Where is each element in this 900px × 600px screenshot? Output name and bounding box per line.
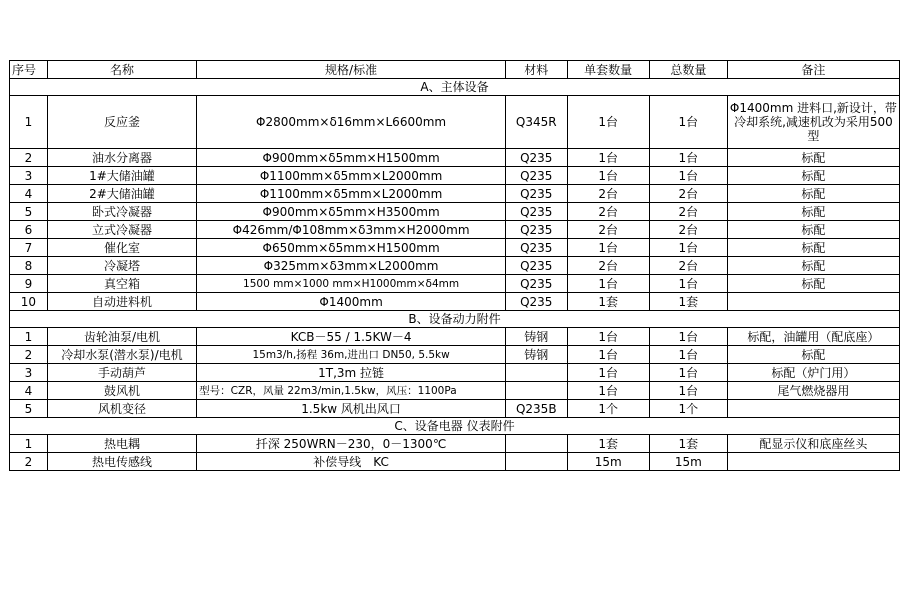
row-qty: 1台: [567, 364, 649, 382]
row-remark: 标配: [727, 203, 899, 221]
row-spec: 1500 mm×1000 mm×H1000mm×δ4mm: [197, 275, 506, 293]
row-spec: 1.5kw 风机出风口: [197, 400, 506, 418]
row-remark: 标配: [727, 185, 899, 203]
row-total: 15m: [649, 453, 727, 471]
row-qty: 1个: [567, 400, 649, 418]
row-total: 1台: [649, 346, 727, 364]
row-name: 热电传感线: [47, 453, 196, 471]
row-remark: [727, 453, 899, 471]
row-no: 2: [10, 453, 48, 471]
row-name: 油水分离器: [47, 149, 196, 167]
header-remark: 备注: [727, 61, 899, 79]
row-material: [505, 453, 567, 471]
header-spec: 规格/标准: [197, 61, 506, 79]
row-no: 5: [10, 400, 48, 418]
row-material: Q235: [505, 239, 567, 257]
table-row: [10, 203, 900, 221]
row-name: 2#大储油罐: [47, 185, 196, 203]
table-row: [10, 257, 900, 275]
row-material: [505, 435, 567, 453]
row-name: 催化室: [47, 239, 196, 257]
row-material: 铸钢: [505, 328, 567, 346]
table-row: [10, 239, 900, 257]
row-no: 1: [10, 328, 48, 346]
row-spec: Φ650mm×δ5mm×H1500mm: [197, 239, 506, 257]
row-qty: 1台: [567, 382, 649, 400]
row-no: 8: [10, 257, 48, 275]
row-name: 风机变径: [47, 400, 196, 418]
row-name: 反应釜: [47, 96, 196, 149]
row-name: 鼓风机: [47, 382, 196, 400]
row-qty: 2台: [567, 185, 649, 203]
row-spec: Φ1400mm: [197, 293, 506, 311]
table-row: [10, 293, 900, 311]
row-remark: Φ1400mm 进料口,新设计，带冷却系统,减速机改为采用500 型: [727, 96, 899, 149]
row-spec: 扦深 250WRN－230，0－1300℃: [197, 435, 506, 453]
header-row: [10, 61, 900, 79]
row-qty: 2台: [567, 221, 649, 239]
row-spec: Φ2800mm×δ16mm×L6600mm: [197, 96, 506, 149]
section-header: [10, 311, 900, 328]
row-qty: 1台: [567, 96, 649, 149]
table-row: [10, 382, 900, 400]
row-material: 铸钢: [505, 346, 567, 364]
table-row: [10, 453, 900, 471]
header-qty: 单套数量: [567, 61, 649, 79]
row-remark: 尾气燃烧器用: [727, 382, 899, 400]
row-no: 4: [10, 382, 48, 400]
row-remark: 标配，油罐用（配底座）: [727, 328, 899, 346]
row-total: 1套: [649, 293, 727, 311]
row-qty: 1套: [567, 293, 649, 311]
row-qty: 1套: [567, 435, 649, 453]
row-total: 1台: [649, 96, 727, 149]
section-title: C、设备电器 仪表附件: [10, 418, 900, 435]
row-total: 2台: [649, 257, 727, 275]
row-no: 4: [10, 185, 48, 203]
row-spec: 补偿导线 KC: [197, 453, 506, 471]
row-remark: 配显示仪和底座丝头: [727, 435, 899, 453]
row-total: 1台: [649, 364, 727, 382]
row-material: Q235: [505, 257, 567, 275]
row-total: 1台: [649, 149, 727, 167]
header-material: 材料: [505, 61, 567, 79]
row-no: 1: [10, 435, 48, 453]
row-material: [505, 382, 567, 400]
row-no: 7: [10, 239, 48, 257]
row-name: 立式冷凝器: [47, 221, 196, 239]
row-material: Q235: [505, 149, 567, 167]
row-name: 卧式冷凝器: [47, 203, 196, 221]
row-name: 自动进料机: [47, 293, 196, 311]
table-row: [10, 435, 900, 453]
row-name: 1#大储油罐: [47, 167, 196, 185]
row-no: 6: [10, 221, 48, 239]
row-spec: 1T,3m 拉链: [197, 364, 506, 382]
row-qty: 1台: [567, 239, 649, 257]
row-spec: Φ426mm/Φ108mm×δ3mm×H2000mm: [197, 221, 506, 239]
section-title: B、设备动力附件: [10, 311, 900, 328]
row-name: 齿轮油泵/电机: [47, 328, 196, 346]
row-total: 2台: [649, 185, 727, 203]
row-material: Q235B: [505, 400, 567, 418]
row-spec: Φ1100mm×δ5mm×L2000mm: [197, 167, 506, 185]
table-row: [10, 328, 900, 346]
row-qty: 1台: [567, 167, 649, 185]
row-qty: 1台: [567, 346, 649, 364]
row-no: 5: [10, 203, 48, 221]
row-name: 手动葫芦: [47, 364, 196, 382]
row-total: 1个: [649, 400, 727, 418]
table-row: [10, 346, 900, 364]
row-remark: 标配: [727, 221, 899, 239]
table-row: [10, 96, 900, 149]
row-material: Q235: [505, 293, 567, 311]
row-remark: 标配: [727, 239, 899, 257]
row-total: 1台: [649, 382, 727, 400]
row-no: 3: [10, 167, 48, 185]
table-row: [10, 364, 900, 382]
row-material: Q235: [505, 203, 567, 221]
row-qty: 2台: [567, 257, 649, 275]
row-name: 冷却水泵(潜水泵)/电机: [47, 346, 196, 364]
row-total: 2台: [649, 221, 727, 239]
table-row: [10, 167, 900, 185]
row-qty: 2台: [567, 203, 649, 221]
row-remark: [727, 400, 899, 418]
row-total: 1台: [649, 167, 727, 185]
row-total: 1套: [649, 435, 727, 453]
row-remark: 标配: [727, 346, 899, 364]
table-row: [10, 400, 900, 418]
section-title: A、主体设备: [10, 79, 900, 96]
row-name: 热电耦: [47, 435, 196, 453]
table-row: [10, 221, 900, 239]
row-material: Q235: [505, 221, 567, 239]
section-header: [10, 79, 900, 96]
table-row: [10, 185, 900, 203]
row-qty: 1台: [567, 328, 649, 346]
row-qty: 1台: [567, 149, 649, 167]
row-total: 1台: [649, 328, 727, 346]
row-remark: 标配: [727, 167, 899, 185]
row-remark: 标配: [727, 149, 899, 167]
row-no: 2: [10, 346, 48, 364]
equipment-table: [9, 60, 900, 471]
row-no: 10: [10, 293, 48, 311]
header-name: 名称: [47, 61, 196, 79]
row-name: 冷凝塔: [47, 257, 196, 275]
section-header: [10, 418, 900, 435]
row-no: 9: [10, 275, 48, 293]
row-total: 1台: [649, 239, 727, 257]
row-spec: Φ900mm×δ5mm×H1500mm: [197, 149, 506, 167]
row-material: Q235: [505, 185, 567, 203]
row-material: [505, 364, 567, 382]
row-spec: 型号：CZR，风量 22m3/min,1.5kw，风压：1100Pa: [197, 382, 506, 400]
row-material: Q345R: [505, 96, 567, 149]
row-remark: 标配: [727, 275, 899, 293]
row-remark: 标配（炉门用）: [727, 364, 899, 382]
table-row: [10, 149, 900, 167]
header-no: 序号: [10, 61, 48, 79]
row-spec: 15m3/h,扬程 36m,进出口 DN50, 5.5kw: [197, 346, 506, 364]
row-material: Q235: [505, 275, 567, 293]
header-total: 总数量: [649, 61, 727, 79]
row-total: 1台: [649, 275, 727, 293]
row-qty: 15m: [567, 453, 649, 471]
row-no: 3: [10, 364, 48, 382]
row-total: 2台: [649, 203, 727, 221]
row-spec: KCB－55 / 1.5KW－4: [197, 328, 506, 346]
table-body: [10, 61, 900, 471]
row-spec: Φ325mm×δ3mm×L2000mm: [197, 257, 506, 275]
row-remark: [727, 293, 899, 311]
row-remark: 标配: [727, 257, 899, 275]
row-no: 1: [10, 96, 48, 149]
table-row: [10, 275, 900, 293]
row-name: 真空箱: [47, 275, 196, 293]
row-material: Q235: [505, 167, 567, 185]
row-no: 2: [10, 149, 48, 167]
row-qty: 1台: [567, 275, 649, 293]
row-spec: Φ1100mm×δ5mm×L2000mm: [197, 185, 506, 203]
row-spec: Φ900mm×δ5mm×H3500mm: [197, 203, 506, 221]
